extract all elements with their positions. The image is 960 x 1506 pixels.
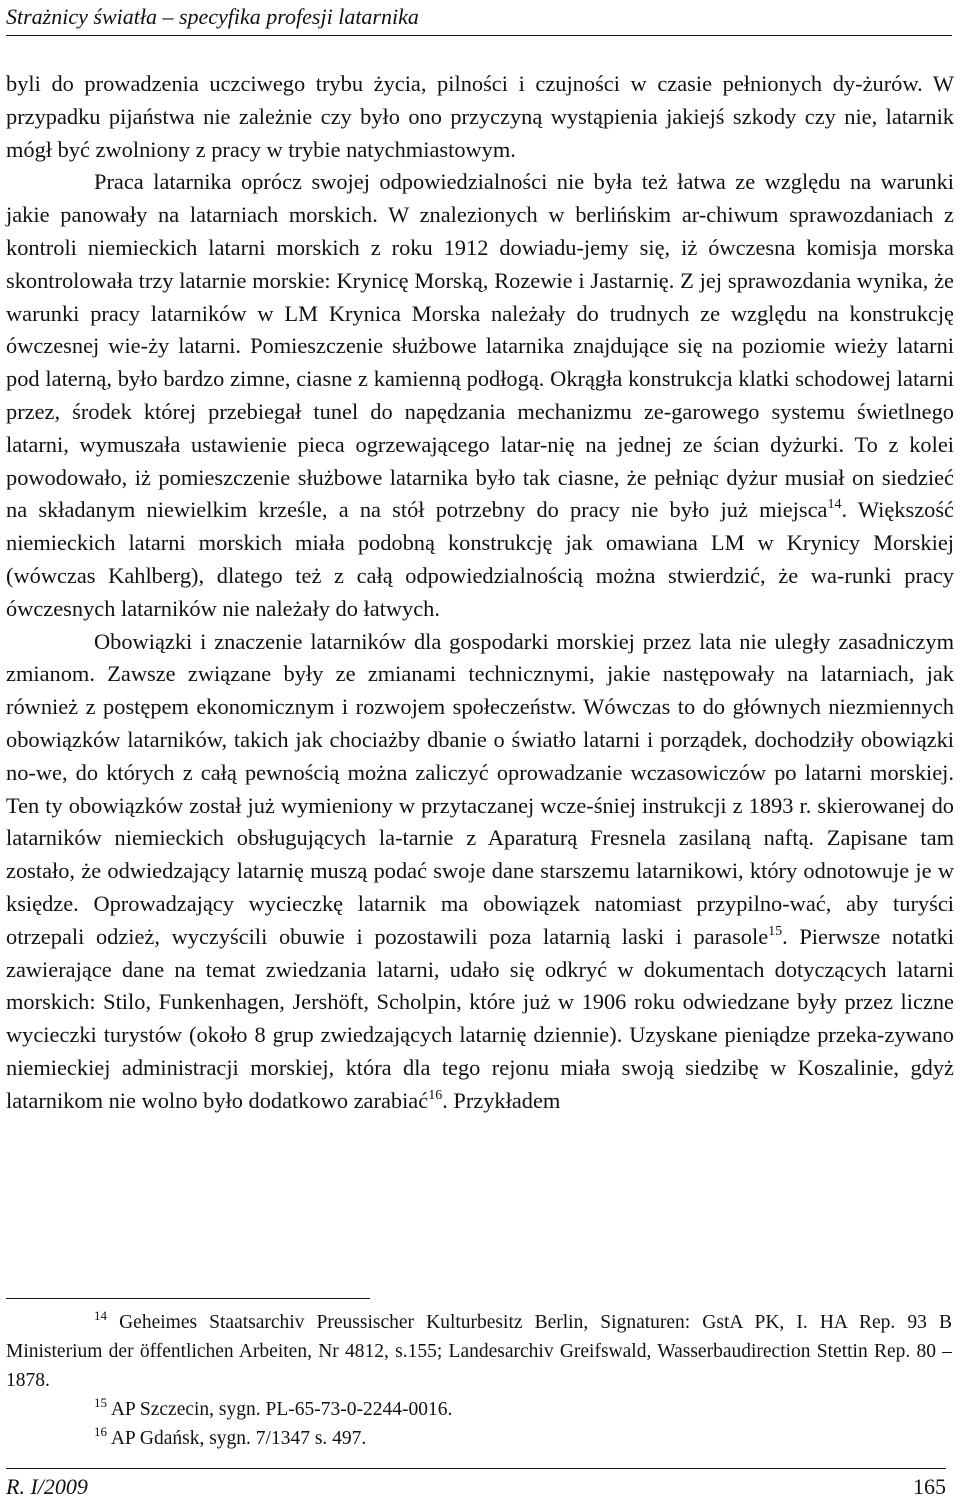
header-rule: [6, 35, 952, 36]
footnote-text: AP Gdańsk, sygn. 7/1347 s. 497.: [110, 1428, 367, 1449]
footnotes: [6, 1308, 952, 1453]
paragraph-text: . Przykładem: [442, 1087, 561, 1113]
footer-rule: [6, 1468, 946, 1469]
body-text: [6, 68, 954, 1118]
footnote-number: 14: [94, 1308, 107, 1323]
footnote-text: AP Szczecin, sygn. PL-65-73-0-2244-0016.: [110, 1399, 453, 1420]
running-header-title: Strażnicy światła – specyfika profesji latarnika: [6, 4, 419, 29]
paragraph-text: . Pierwsze notatki zawierające dane na temat zwiedzania latarni, udało się odkryć w dokumentach dotyczących latarni morskich: Stilo, Funkenhagen, Jershöft, Scholpin, które już w 1906 roku odwiedzane były przez liczne wycieczki turystów (około 8 grup zwiedzających latarnię dziennie). Uzyskane pieniądze przeka-zywano niemieckiej administracji morskiej, która dla tego rejonu miała swoją siedzibę w Koszalinie, gdyż latarnikom nie wolno było dodatkowo zarabiać: [6, 923, 954, 1113]
running-header: [6, 2, 952, 38]
footnote-15: [6, 1395, 952, 1424]
footnote-16: [6, 1424, 952, 1453]
paragraph-text: Obowiązki i znaczenie latarników dla gospodarki morskiej przez lata nie uległy zasadniczym zmianom. Zawsze związane były ze zmianami technicznymi, jakie następowały na latarniach, jak również z postępem ekonomicznym i rozwojem społeczeństw. Wówczas to do głównych niezmiennych obowiązków latarników, takich jak chociażby dbanie o światło latarni i porządek, dochodziły obowiązki no-we, do których z całą pewnością można zaliczyć oprowadzanie wczasowiczów po latarni morskiej. Ten ty obowiązków został już wymieniony w przytaczanej wcze-śniej instrukcji z 1893 r. skierowanej do latarników niemieckich obsługujących la-tarnie z Aparaturą Fresnela zasilaną naftą. Zapisane tam zostało, że odwiedzający latarnię muszą podać swoje dane starszemu latarnikowi, który odnotowuje je w księdze. Oprowadzający wycieczkę latarnik ma obowiązek natomiast przypilno-wać, aby turyści otrzepali odzież, wyczyścili obuwie i pozostawili poza latarnią laski i parasole: [6, 628, 954, 949]
paragraph-3: [6, 626, 954, 1118]
footnote-number: 16: [94, 1424, 107, 1439]
page-number: 165: [913, 1474, 946, 1499]
footnote-rule: [6, 1298, 370, 1299]
footnote-reference: 15: [768, 923, 783, 939]
footnote-text: Geheimes Staatsarchiv Preussischer Kulturbesitz Berlin, Signaturen: GstA PK, I. HA Rep. 93 B Ministerium der öffentlichen Arbeiten, Nr 4812, s.155; Landesarchiv Greifswald, Wasserbaudirection Stettin Rep. 80 – 1878.: [6, 1312, 952, 1391]
paragraph-text: Praca latarnika oprócz swojej odpowiedzialności nie była też łatwa ze względu na warunki jakie panowały na latarniach morskich. W znalezionych w berlińskim ar-chiwum sprawozdaniach z kontroli niemieckich latarni morskich z roku 1912 dowiadu-jemy się, iż ówczesna komisja morska skontrolowała trzy latarnie morskie: Krynicę Morską, Rozewie i Jastarnię. Z jej sprawozdania wynika, że warunki pracy latarników w LM Krynica Morska należały do trudnych ze względu na konstrukcję ówczesnej wie-ży latarni. Pomieszczenie służbowe latarnika znajdujące się na poziomie wieży latarni pod laterną, było bardzo zimne, ciasne z kamienną podłogą. Okrągła konstrukcja klatki schodowej latarni przez, środek której przebiegał tunel do napędzania mechanizmu ze-garowego systemu świetlnego latarni, wymuszała ustawienie pieca ogrzewającego latar-nię na jednej ze ścian dyżurki. To z kolei powodowało, iż pomieszczenie służbowe latarnika było tak ciasne, że pełniąc dyżur musiał on siedzieć na składanym niewielkim krześle, a na stół potrzebny do pracy nie było już miejsca: [6, 169, 954, 523]
paragraph-1: [6, 68, 954, 166]
footnote-reference: 16: [428, 1087, 443, 1103]
issue-label: R. I/2009: [6, 1474, 88, 1499]
page-footer: [6, 1468, 946, 1502]
footnote-number: 15: [94, 1395, 107, 1410]
footnote-reference: 14: [827, 497, 842, 513]
paragraph-text: . Większość niemieckich latarni morskich miała podobną konstrukcję jak omawiana LM w Krynicy Morskiej (wówczas Kahlberg), dlatego też z całą odpowiedzialnością można stwierdzić, że wa-runki pracy ówczesnych latarników nie należały do łatwych.: [6, 497, 954, 621]
paragraph-text: byli do prowadzenia uczciwego trybu życia, pilności i czujności w czasie pełnionych dy-żurów. W przypadku pijaństwa nie zależnie czy było ono przyczyną wystąpienia jakiejś szkody czy nie, latarnik mógł być zwolniony z pracy w trybie natychmiastowym.: [6, 71, 954, 162]
paragraph-2: [6, 166, 954, 625]
footnote-14: [6, 1308, 952, 1395]
